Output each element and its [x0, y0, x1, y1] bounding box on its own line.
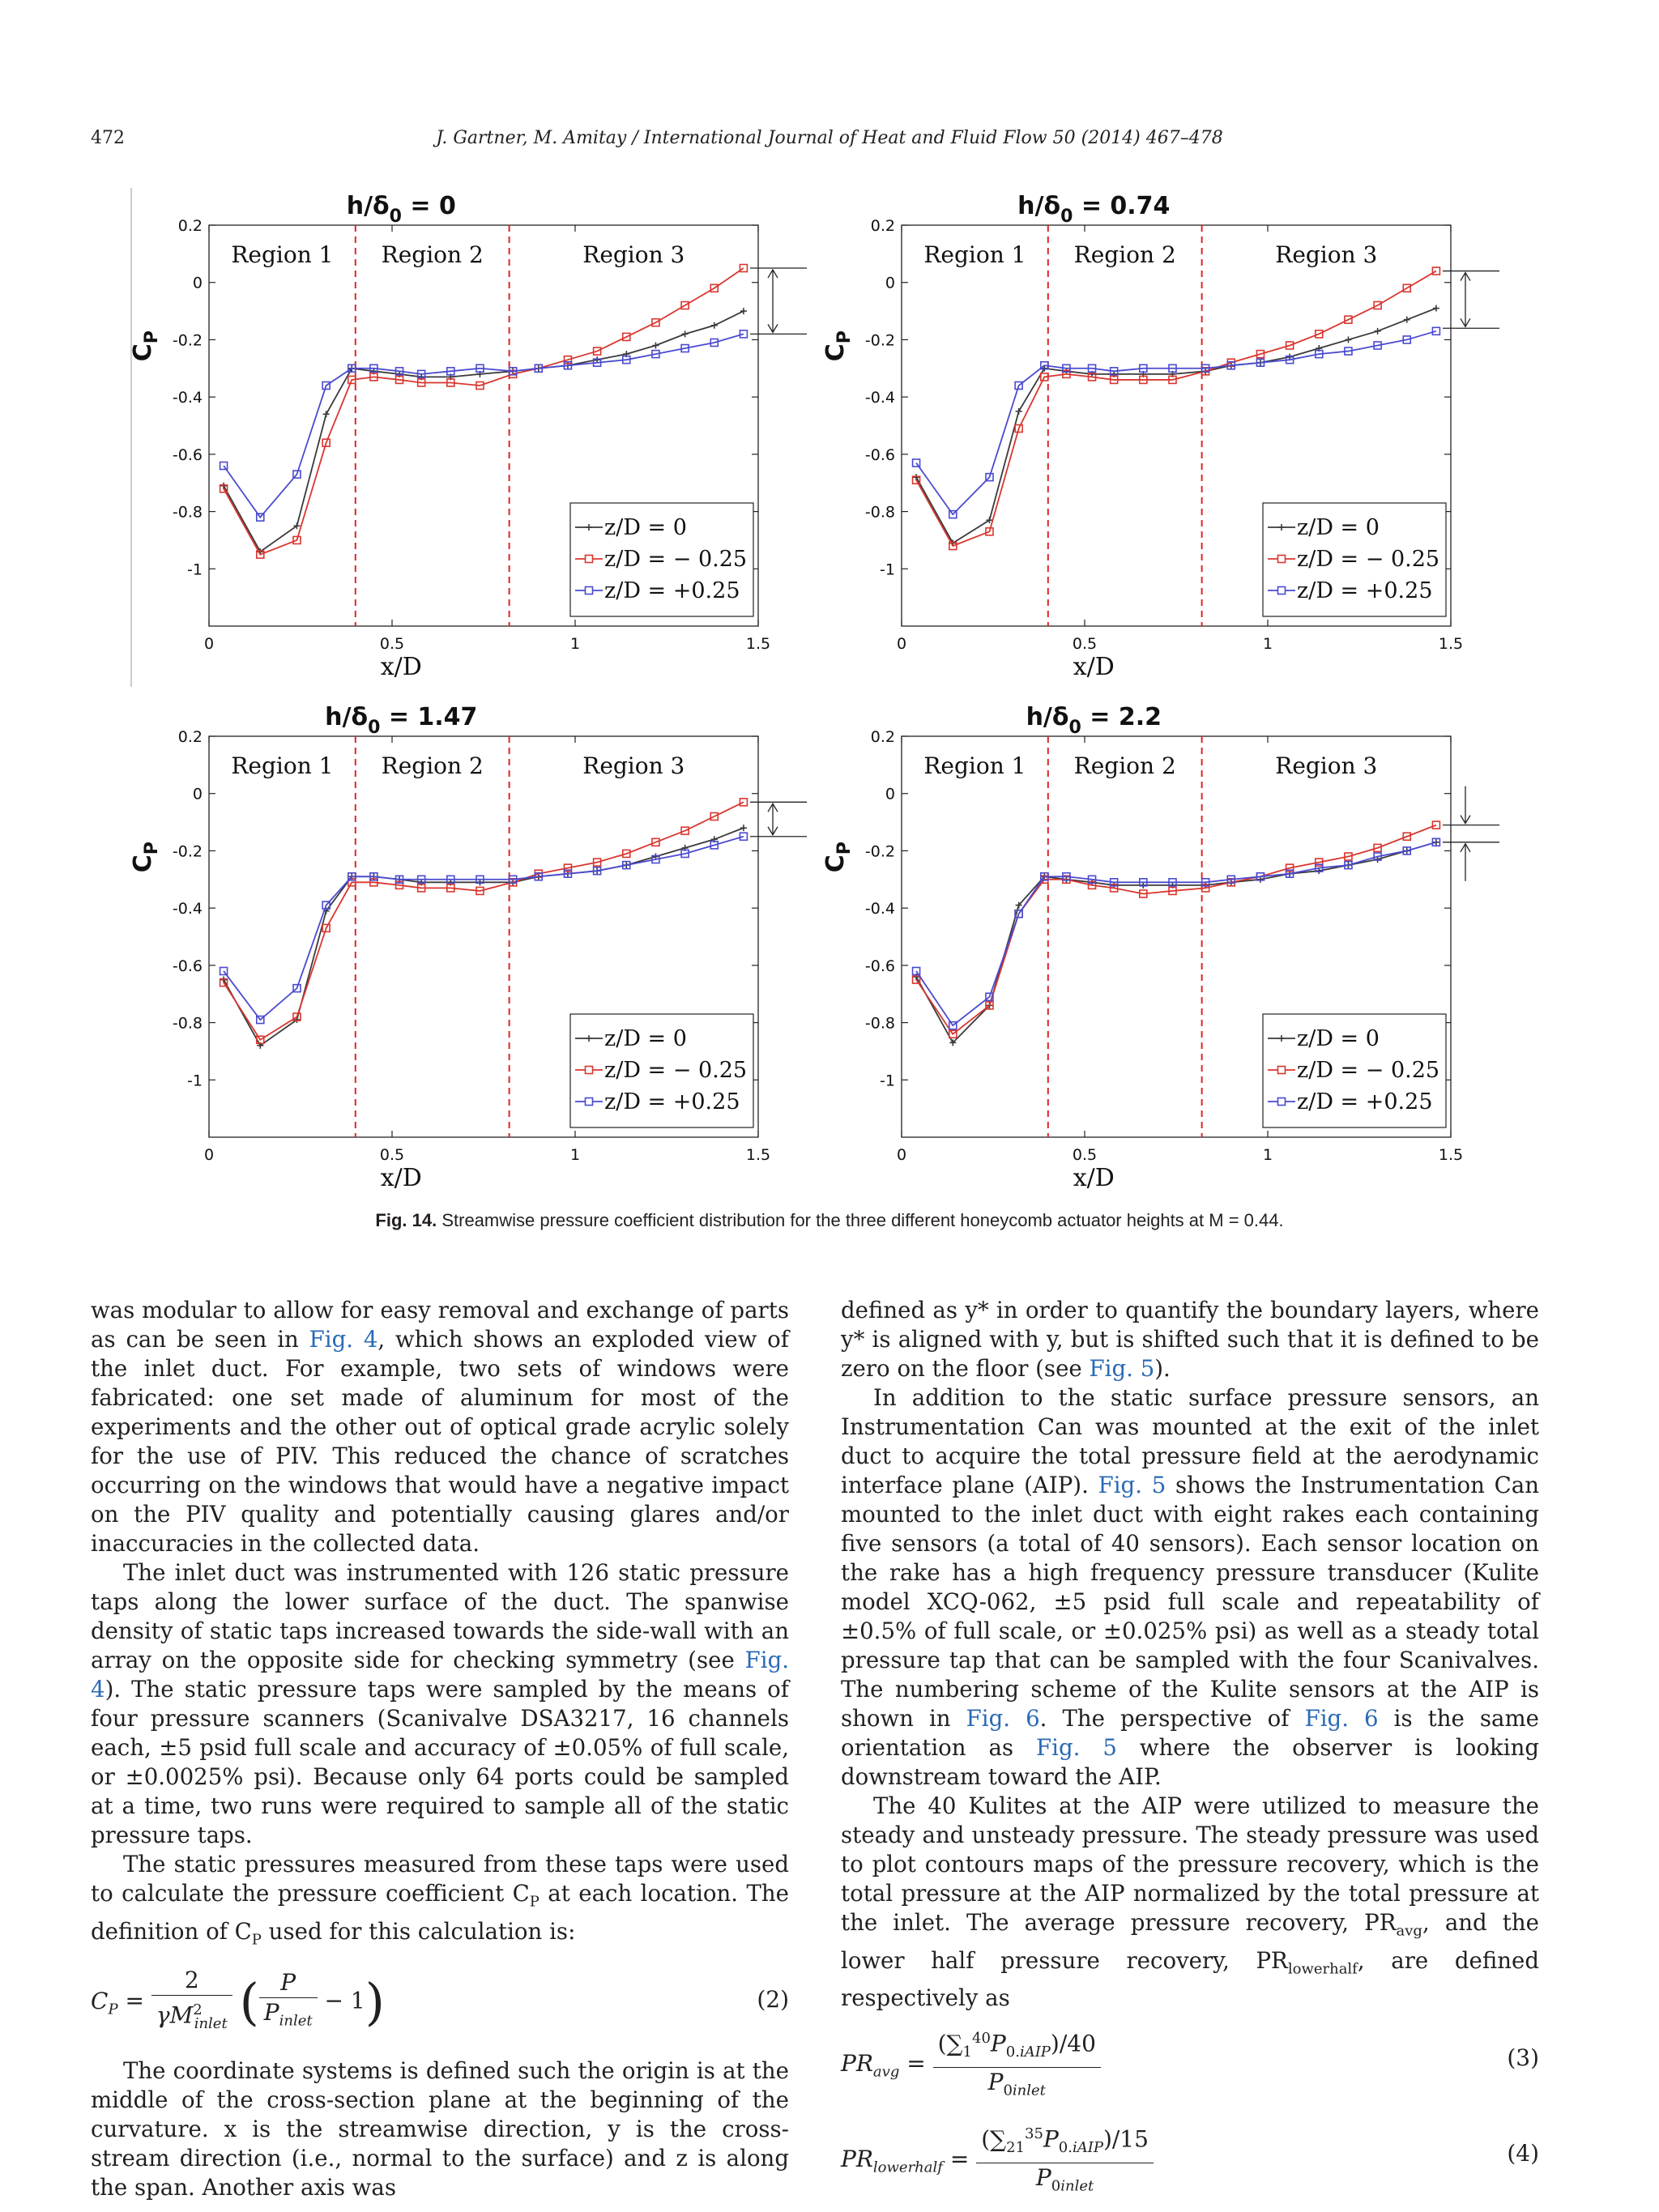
- legend-marker: [1278, 587, 1286, 595]
- panel-title: $h/\delta_0 = 0$: [346, 192, 456, 227]
- data-point: [1345, 336, 1351, 343]
- caption-text: Streamwise pressure coefficient distribution for the three different honeycomb actuator heights at M = 0.44.: [441, 1210, 1284, 1230]
- x-tick-label: 1.5: [1438, 635, 1464, 653]
- y-tick-label: -1: [187, 560, 203, 579]
- region-label: Region 1: [231, 752, 334, 779]
- x-tick-label: 1: [1262, 1146, 1273, 1164]
- y-tick-label: -0.8: [172, 1014, 203, 1033]
- region-label: Region 3: [582, 752, 685, 779]
- x-tick-label: 0: [896, 635, 907, 653]
- cp-plot-panel: [129, 192, 807, 681]
- x-tick-label: 0: [203, 635, 215, 653]
- series-line: [224, 802, 744, 1039]
- series-line: [224, 837, 744, 1020]
- y-tick-label: -0.8: [864, 503, 895, 522]
- data-point: [1433, 305, 1439, 312]
- region-label: Region 1: [923, 241, 1026, 268]
- data-point: [220, 977, 227, 983]
- y-tick-label: 0: [192, 274, 203, 292]
- x-axis-label: x/D: [380, 653, 422, 681]
- data-point: [1375, 328, 1381, 335]
- region-label: Region 3: [582, 241, 685, 268]
- y-tick-label: -1: [187, 1072, 203, 1090]
- y-tick-label: -0.8: [864, 1014, 895, 1033]
- y-tick-label: 0.2: [177, 728, 203, 746]
- legend-marker: [586, 587, 593, 595]
- figure-link[interactable]: Fig. 4: [309, 1326, 378, 1353]
- panel-title: $h/\delta_0 = 2.2$: [1026, 703, 1162, 738]
- y-tick-label: -0.2: [172, 331, 203, 350]
- data-point: [711, 322, 718, 329]
- region-label: Region 3: [1275, 241, 1378, 268]
- legend-marker: [586, 1098, 593, 1106]
- region-label: Region 1: [923, 752, 1026, 779]
- equation-3: $PR_{avg}$ = $\frac{(\sum_1^{40}P_{0.iAIP})/40}{P_{0inlet}}$ (3): [841, 2019, 1539, 2108]
- legend-label: z/D = 0: [604, 515, 687, 540]
- y-tick-label: -0.2: [172, 842, 203, 861]
- figure-link[interactable]: Fig. 5: [1098, 1472, 1166, 1498]
- equation-number: (4): [1507, 2140, 1539, 2167]
- legend-marker: [1278, 1098, 1286, 1106]
- x-tick-label: 1.5: [745, 635, 771, 653]
- legend-marker: [586, 556, 593, 563]
- data-point: [1404, 317, 1410, 323]
- y-tick-label: -1: [880, 1072, 895, 1090]
- data-point: [740, 308, 747, 314]
- legend-label: z/D = 0: [1297, 1026, 1380, 1051]
- x-tick-label: 0: [896, 1146, 907, 1164]
- cp-plot-panel: [821, 192, 1499, 681]
- legend-label: z/D = 0: [1297, 515, 1380, 540]
- y-tick-label: -0.8: [172, 503, 203, 522]
- x-tick-label: 1: [569, 635, 581, 653]
- figure-link[interactable]: Fig. 6: [1304, 1705, 1379, 1732]
- paragraph: In addition to the static surface pressure sensors, an Instrumentation Can was mounted at the exit of the inlet duct to acquire the total pressure field at the aerodynamic interface plane (AIP). Fig. 5 shows the Instrumentation Can mounted to the inlet duct with eight rakes each containing five sensors (a total of 40 sensors). Each sensor location on the rake has a high frequency pressure transducer (Kulite model XCQ-062, ±5 psid full scale and repeatability of ±0.5% of full scale, or ±0.025% psi) as well as a steady total pressure tap that can be sampled with the four Scanivalves. The numbering scheme of the Kulite sensors at the AIP is shown in Fig. 6. The perspective of Fig. 6 is the same orientation as Fig. 5 where the observer is looking downstream toward the AIP.: [841, 1384, 1540, 1790]
- figure-caption: [0, 1210, 1659, 1231]
- legend-label: z/D = − 0.25: [1297, 1058, 1440, 1083]
- series-line: [916, 331, 1436, 514]
- equation-2: $C_P$ = $\frac{2}{\gamma M^2_{inlet}}$ ( $\frac{P}{P_{inlet}}$ − 1) (2): [91, 1967, 789, 2032]
- y-tick-label: 0.2: [870, 217, 895, 235]
- y-tick-label: -0.6: [864, 957, 895, 975]
- x-axis-label: x/D: [1073, 653, 1115, 681]
- y-axis-label: $C_P$: [129, 842, 162, 873]
- y-tick-label: -0.2: [864, 331, 895, 350]
- paragraph: The 40 Kulites at the AIP were utilized to measure the steady and unsteady pressure. The steady pressure was used to plot contours maps of the pressure recovery, which is the total pressure at the AIP normalized by the total pressure at the inlet. The average pressure recovery, $PR_{avg}$, and the lower half pressure recovery, $PR_{lowerhalf}$, are defined respectively as: [841, 1792, 1539, 2012]
- series-line: [916, 825, 1436, 1034]
- x-tick-label: 0.5: [1072, 635, 1098, 653]
- series-line: [916, 842, 1436, 1025]
- x-axis-label: x/D: [1073, 1164, 1115, 1192]
- y-tick-label: 0.2: [870, 728, 895, 746]
- equation-number: (2): [757, 1986, 789, 2014]
- cp-plot-panel: [821, 703, 1499, 1192]
- region-label: Region 2: [1073, 241, 1176, 268]
- y-tick-label: 0.2: [177, 217, 203, 235]
- equation-4: $PR_{lowerhalf}$ = $\frac{(\sum_{21}^{35}P_{0.iAIP})/15}{P_{0inlet}}$ (4): [841, 2115, 1539, 2204]
- x-axis-label: x/D: [380, 1164, 422, 1192]
- series-line: [916, 842, 1436, 1043]
- left-column: [91, 1296, 789, 2202]
- x-tick-label: 0.5: [379, 635, 405, 653]
- y-tick-label: 0: [192, 785, 203, 803]
- data-point: [740, 825, 747, 831]
- data-point: [652, 343, 659, 349]
- x-tick-label: 1.5: [1438, 1146, 1464, 1164]
- panel-title: $h/\delta_0 = 0.74$: [1017, 192, 1171, 227]
- x-tick-label: 1.5: [745, 1146, 771, 1164]
- legend-label: z/D = +0.25: [604, 1089, 740, 1115]
- y-axis-label: $C_P$: [821, 330, 855, 362]
- y-tick-label: 0: [885, 785, 895, 803]
- paragraph: was modular to allow for easy removal and exchange of parts as can be seen in Fig. 4, which shows an exploded view of the inlet duct. For example, two sets of windows were fabricated: one set made of aluminum for most of the experiments and the other out of optical grade acrylic solely for the use of PIV. This reduced the chance of scratches occurring on the windows that would have a negative impact on the PIV quality and potentially causing glares and/or inaccuracies in the collected data.: [91, 1297, 790, 1557]
- paragraph: The static pressures measured from these taps were used to calculate the pressure coefficient $C_P$ at each location. The definition of $C_P$ used for this calculation is:: [91, 1851, 789, 1949]
- region-label: Region 3: [1275, 752, 1378, 779]
- x-tick-label: 0.5: [379, 1146, 405, 1164]
- y-tick-label: -1: [880, 560, 895, 579]
- figure-link[interactable]: Fig. 5: [1036, 1734, 1117, 1761]
- legend-label: z/D = +0.25: [1297, 578, 1433, 603]
- legend-label: z/D = − 0.25: [604, 547, 748, 572]
- legend-marker: [1278, 1067, 1286, 1074]
- y-tick-label: -0.4: [172, 389, 203, 407]
- y-tick-label: -0.4: [864, 900, 895, 918]
- x-tick-label: 0.5: [1072, 1146, 1098, 1164]
- caption-label: Fig. 14.: [375, 1210, 437, 1230]
- figure-link[interactable]: Fig. 6: [966, 1705, 1040, 1732]
- legend-label: z/D = − 0.25: [604, 1058, 748, 1083]
- region-label: Region 1: [231, 241, 334, 268]
- series-line: [224, 828, 744, 1046]
- equation-number: (3): [1507, 2044, 1539, 2072]
- data-point: [682, 330, 689, 337]
- y-axis-label: $C_P$: [129, 330, 162, 362]
- data-point: [913, 474, 919, 480]
- y-tick-label: -0.6: [172, 445, 203, 464]
- legend-label: z/D = − 0.25: [1297, 547, 1440, 572]
- x-tick-label: 1: [569, 1146, 581, 1164]
- y-tick-label: -0.4: [864, 389, 895, 407]
- right-column: [841, 1296, 1539, 2210]
- figure-link[interactable]: Fig. 5: [1089, 1355, 1155, 1382]
- y-tick-label: -0.6: [864, 445, 895, 464]
- y-tick-label: -0.6: [172, 957, 203, 975]
- page-number: 472: [91, 128, 125, 148]
- y-tick-label: 0: [885, 274, 895, 292]
- paragraph: The inlet duct was instrumented with 126 static pressure taps along the lower surface of the duct. The spanwise density of static taps increased towards the side-wall with an array on the opposite side for checking symmetry (see Fig. 4). The static pressure taps were sampled by the means of four pressure scanners (Scanivalve DSA3217, 16 channels each, ±5 psid full scale and accuracy of ±0.05% of full scale, or ±0.0025% psi). Because only 64 ports could be sampled at a time, two runs were required to sample all of the static pressure taps.: [91, 1559, 789, 1848]
- legend-marker: [1278, 556, 1286, 563]
- legend-label: z/D = 0: [604, 1026, 687, 1051]
- legend-label: z/D = +0.25: [604, 578, 740, 603]
- data-point: [323, 411, 330, 417]
- figure-link[interactable]: Fig. 4: [91, 1647, 789, 1703]
- data-point: [220, 483, 227, 489]
- paragraph: The coordinate systems is defined such the origin is at the middle of the cross-section plane at the beginning of the curvature. x is the streamwise direction, y is the cross-stream direction (i.e., normal to the surface) and z is along the span. Another axis was: [91, 2057, 789, 2201]
- data-point: [1016, 408, 1022, 415]
- series-line: [224, 334, 744, 517]
- paragraph: defined as y* in order to quantify the boundary layers, where y* is aligned with y, but is shifted such that it is defined to be zero on the floor (see Fig. 5).: [841, 1297, 1539, 1382]
- legend-label: z/D = +0.25: [1297, 1089, 1433, 1115]
- cp-plot-panel: [129, 703, 807, 1192]
- region-label: Region 2: [1073, 752, 1176, 779]
- x-tick-label: 0: [203, 1146, 215, 1164]
- region-label: Region 2: [381, 241, 484, 268]
- y-axis-label: $C_P$: [821, 842, 855, 873]
- y-tick-label: -0.2: [864, 842, 895, 861]
- journal-reference: J. Gartner, M. Amitay / International Journal of Heat and Fluid Flow 50 (2014) 467–478: [436, 128, 1223, 148]
- legend-marker: [586, 1067, 593, 1074]
- x-tick-label: 1: [1262, 635, 1273, 653]
- y-tick-label: -0.4: [172, 900, 203, 918]
- panel-title: $h/\delta_0 = 1.47$: [325, 703, 478, 738]
- region-label: Region 2: [381, 752, 484, 779]
